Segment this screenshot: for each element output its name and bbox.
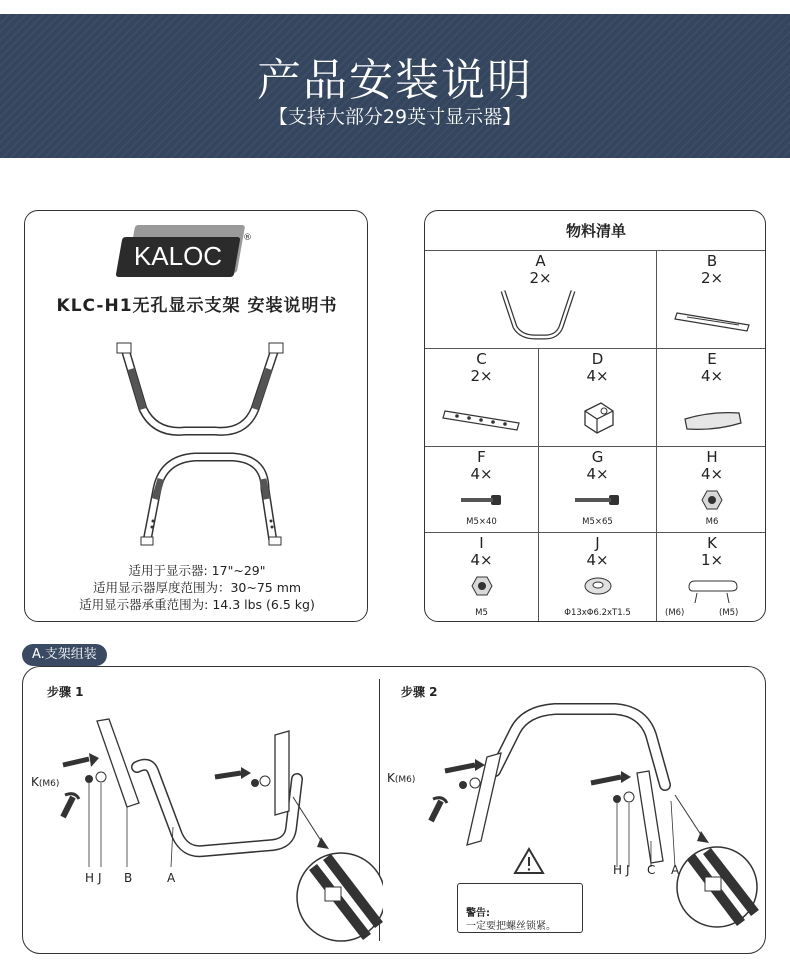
part-quantity: 4× [700,465,724,483]
callout-h: H [85,871,95,885]
part-quantity: 2× [529,269,552,287]
warning-title: 警告: [466,908,490,919]
part-spec: M6 [705,517,719,527]
part-cell-i [425,533,539,622]
part-cell-d [539,349,657,447]
bom-title: 物料清单 [425,211,766,251]
part-quantity: 4× [586,551,609,569]
header-banner [0,14,790,158]
part-letter: I [479,534,484,552]
part-letter: A [535,252,546,270]
wrench-callout-size: (M6) [38,779,60,789]
part-cell-a [425,251,657,349]
part-letter: E [707,350,717,368]
section-label: A.支架组装 [22,644,107,666]
nut-i-icon [471,575,493,597]
wrench-size-m6: (M6) [665,608,685,618]
part-cell-c [425,349,539,447]
brand-name: KALOC [133,241,223,271]
part-cell-k [657,533,766,622]
nut-h-icon [701,489,723,511]
plate-c-icon [441,407,523,433]
assembly-card [22,666,766,954]
step-1-illustration [53,707,383,947]
part-quantity: 2× [470,367,493,385]
part-cell-g [539,447,657,533]
warning-box [457,883,583,933]
spec-line: 适用于显示器: 17"~29" [128,563,266,578]
spec-line: 适用显示器厚度范围为：30~75 mm [92,580,302,595]
spec-line: 适用显示器承重范围为: 14.3 lbs (6.5 kg) [79,597,315,612]
step-2-label: 步骤 2 [401,685,438,699]
warning-text: 一定要把螺丝锁紧。 [466,921,556,932]
plate-b-icon [673,307,753,335]
part-letter: J [595,534,600,552]
part-letter: G [591,448,604,466]
registered-mark: ® [243,233,252,243]
brand-logo [119,223,252,285]
screw-g-icon [573,493,623,507]
part-cell-f [425,447,539,533]
part-cell-j [539,533,657,622]
part-quantity: 4× [470,551,493,569]
bracket-a-icon [497,287,577,343]
part-quantity: 2× [700,269,724,287]
part-spec: M5 [475,608,488,618]
part-quantity: 1× [700,551,724,569]
part-quantity: 4× [586,465,609,483]
manual-title: KLC-H1无孔显示支架 安装说明书 [56,296,338,316]
part-letter: H [706,448,718,466]
callout-c: C [647,863,656,877]
wrench-callout-letter: K [31,775,39,789]
page-title: 产品安装说明 [257,55,533,106]
wrench-size-m5: (M5) [719,608,739,618]
cover-card [24,210,368,622]
part-spec: M5×40 [466,517,497,527]
washer-j-icon [583,575,613,597]
part-quantity: 4× [586,367,609,385]
part-spec: Φ13xΦ6.2xT1.5 [564,608,631,618]
wrench-callout-size: (M6) [394,775,416,785]
part-cell-h [657,447,766,533]
callout-j: J [98,871,102,885]
bom-card [424,210,766,622]
step-1-label: 步骤 1 [47,685,84,699]
callout-a: A [167,871,176,885]
part-letter: F [477,448,486,466]
part-letter: D [591,350,604,368]
callout-j: J [626,863,630,877]
part-cell-b [657,251,766,349]
pad-e-icon [681,407,745,435]
screw-f-icon [459,493,505,507]
part-letter: K [707,534,717,552]
callout-h: H [613,863,623,877]
wrench-callout-letter: K [387,771,395,785]
part-letter: C [476,350,487,368]
part-cell-e [657,349,766,447]
stand-illustration [105,339,295,549]
part-letter: B [706,252,718,270]
part-spec: M5×65 [582,517,613,527]
callout-a: A [671,863,680,877]
callout-b: B [124,871,133,885]
part-quantity: 4× [470,465,493,483]
clamp-d-icon [579,397,619,437]
page-subtitle: 【支持大部分29英寸显示器】 [268,106,522,128]
part-quantity: 4× [700,367,724,385]
wrench-k-icon [685,573,741,603]
